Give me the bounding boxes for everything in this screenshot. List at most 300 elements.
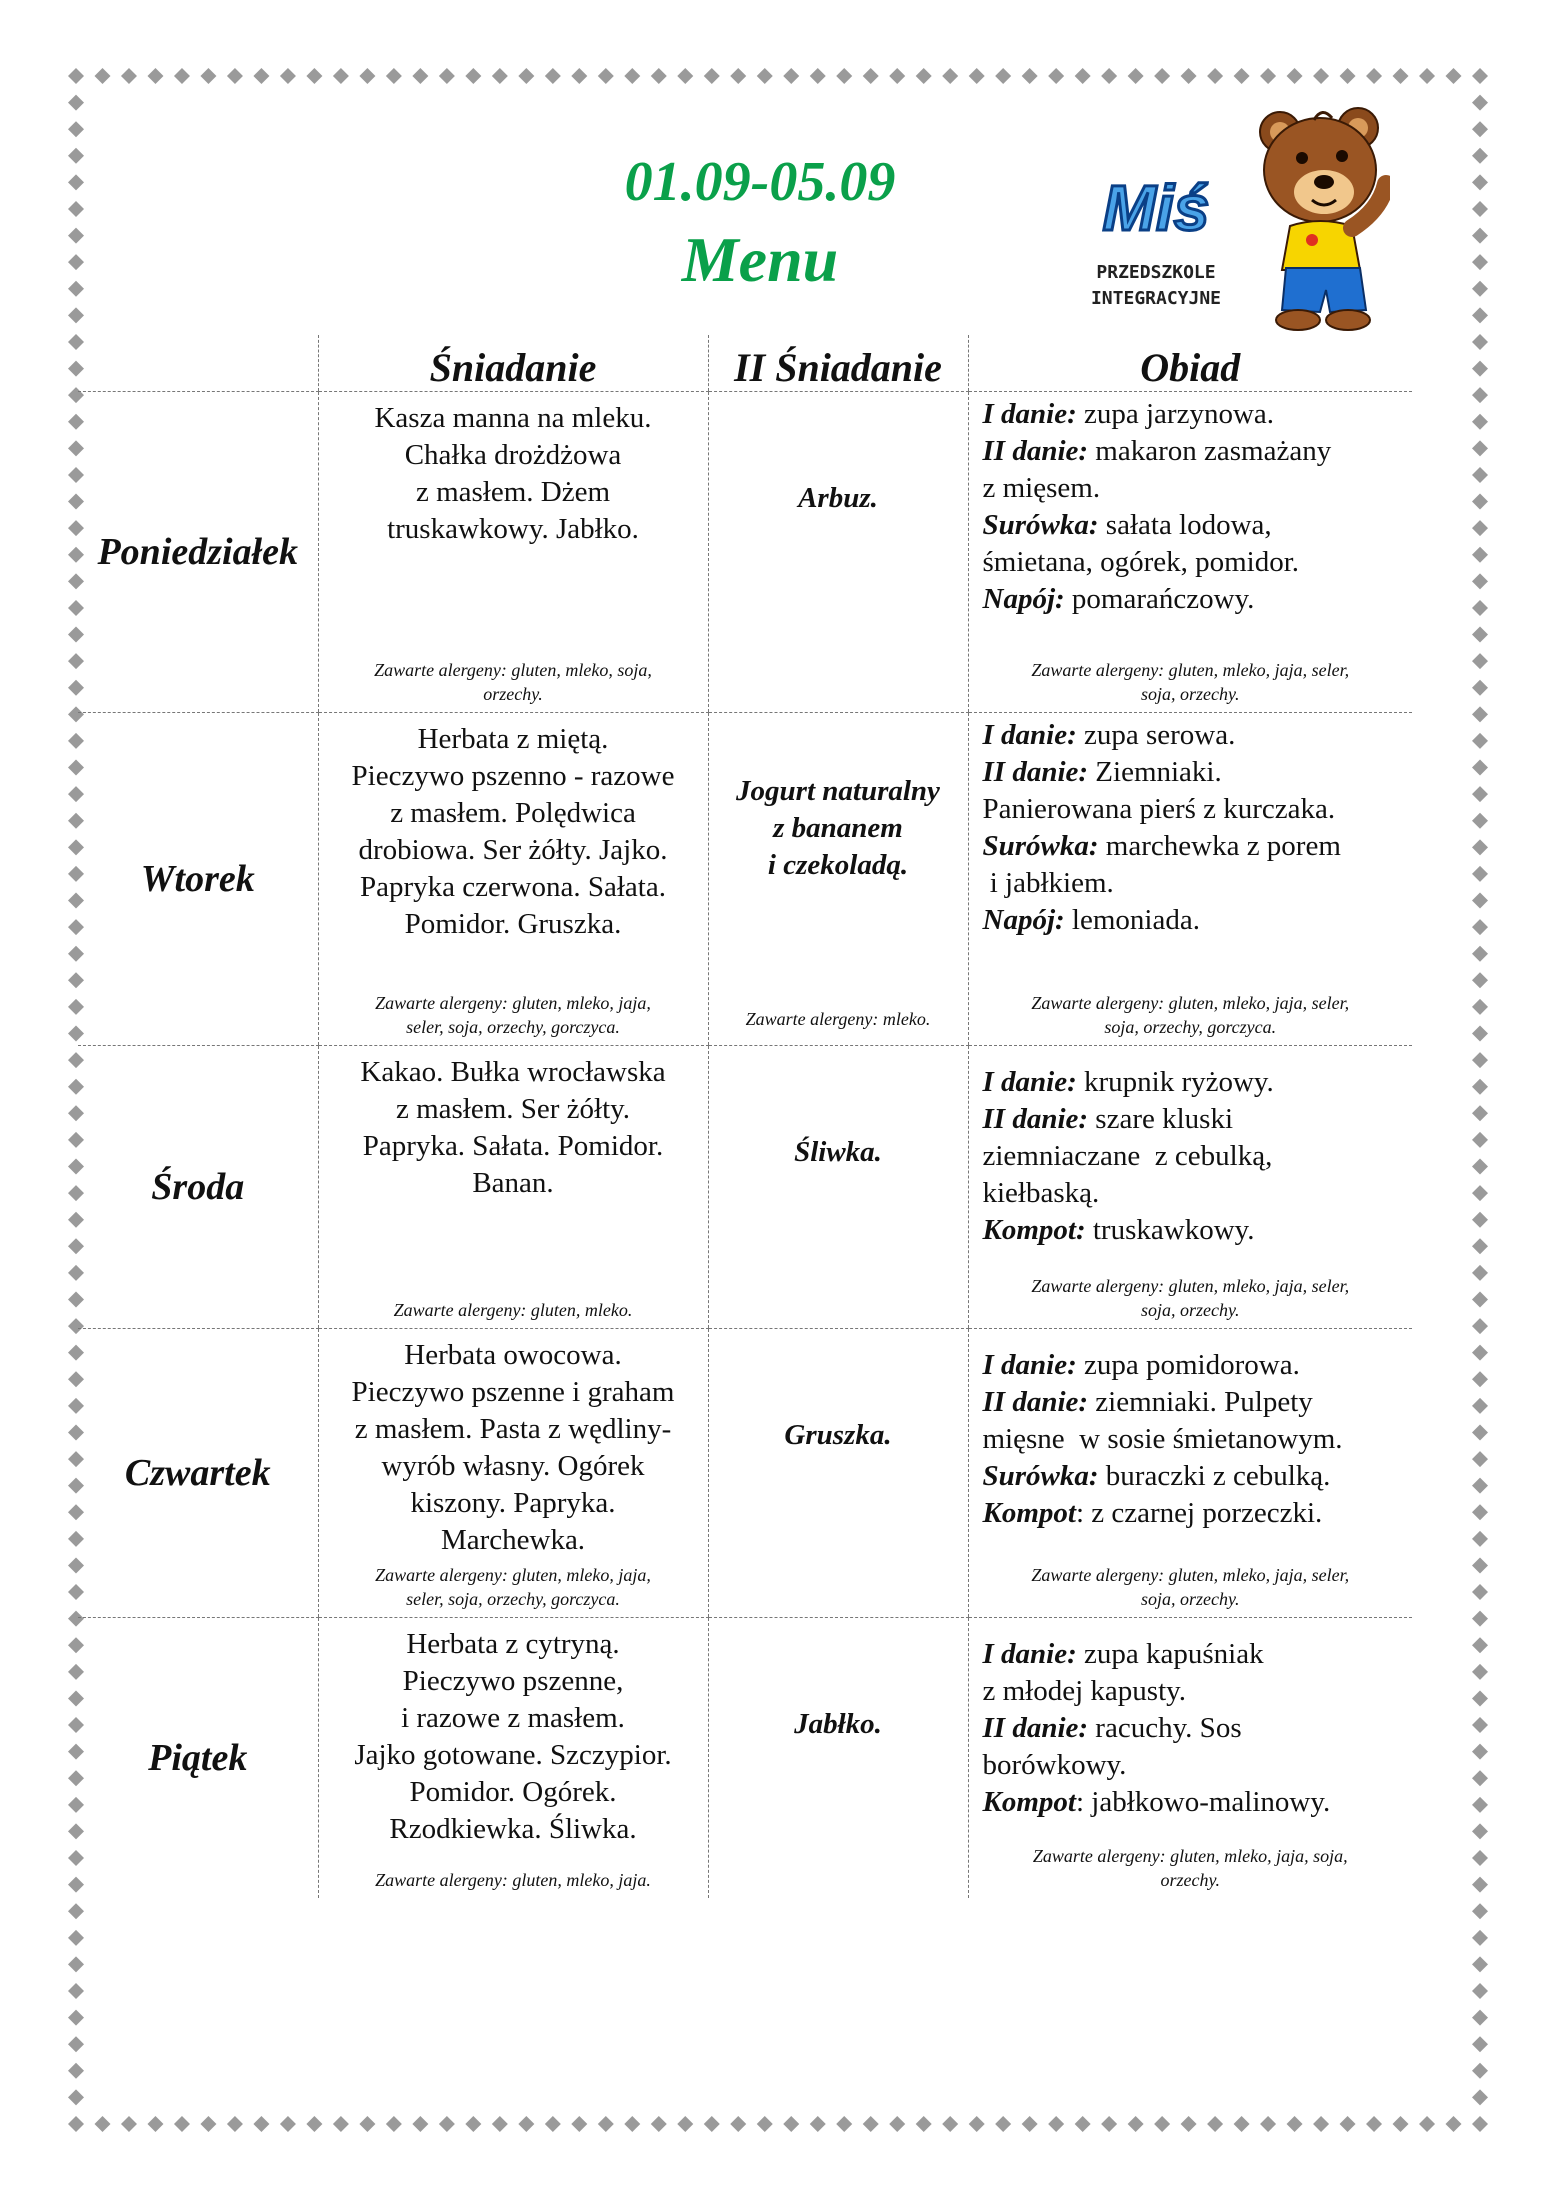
border-diamond [68, 68, 84, 84]
lunch-line [983, 1458, 1409, 1495]
border-diamond [333, 68, 349, 84]
lunch-course-label: I danie: [982, 398, 1077, 430]
lunch-course-text: i jabłkiem. [982, 867, 1114, 899]
border-diamond [730, 2116, 746, 2132]
border-diamond [1472, 1983, 1488, 1999]
border-diamond [1313, 68, 1329, 84]
breakfast-line: Kasza manna na mleku. [374, 402, 652, 434]
logo-wordmark: Miś [1102, 172, 1210, 244]
border-diamond [227, 68, 243, 84]
border-diamond [465, 68, 481, 84]
border-diamond [1340, 2116, 1356, 2132]
breakfast-line: Pieczywo pszenno - razowe [351, 760, 675, 792]
lunch-text [969, 1046, 1413, 1249]
border-diamond [1472, 919, 1488, 935]
lunch-course-text: z mięsem. [982, 472, 1101, 504]
border-diamond [836, 68, 852, 84]
breakfast-line: truskawkowy. Jabłko. [387, 513, 639, 545]
breakfast-cell [318, 713, 708, 1046]
lunch-allergens [969, 1274, 1413, 1322]
border-diamond [386, 2116, 402, 2132]
border-diamond [412, 2116, 428, 2132]
lunch-course-label: II danie: [982, 756, 1089, 788]
border-diamond [1472, 1930, 1488, 1946]
border-diamond [68, 2116, 84, 2132]
breakfast-line: Banan. [472, 1167, 554, 1199]
second-breakfast-line: Śliwka. [794, 1136, 882, 1168]
border-diamond [757, 68, 773, 84]
border-diamond [863, 68, 879, 84]
border-diamond [677, 2116, 693, 2132]
border-diamond [1472, 148, 1488, 164]
breakfast-line: z masłem. Ser żółty. [395, 1093, 631, 1125]
table-row [78, 713, 1412, 1046]
border-diamond [1472, 254, 1488, 270]
breakfast-allergens [319, 1563, 708, 1611]
border-diamond [1472, 1318, 1488, 1334]
lunch-line [983, 1384, 1409, 1421]
lunch-line [983, 1347, 1409, 1384]
lunch-allergens [969, 1844, 1413, 1892]
breakfast-text [319, 1329, 708, 1559]
breakfast-line: z masłem. Dżem [415, 476, 611, 508]
allergen-line: Zawarte alergeny: gluten, mleko, jaja, [375, 1565, 651, 1585]
column-header-second-breakfast: II Śniadanie [708, 335, 968, 392]
lunch-line [983, 544, 1409, 581]
border-diamond [253, 68, 269, 84]
day-name: Czwartek [78, 1329, 318, 1618]
border-diamond [1472, 1371, 1488, 1387]
border-diamond [1393, 68, 1409, 84]
border-diamond [1472, 1744, 1488, 1760]
border-diamond [1101, 68, 1117, 84]
border-diamond [598, 68, 614, 84]
lunch-course-text: kiełbaską. [982, 1177, 1100, 1209]
border-diamond [624, 2116, 640, 2132]
breakfast-line: Marchewka. [440, 1524, 586, 1556]
lunch-course-text: zupa serowa. [1076, 719, 1236, 751]
border-diamond [1472, 2116, 1488, 2132]
border-diamond [306, 68, 322, 84]
border-diamond [1472, 307, 1488, 323]
lunch-course-label: I danie: [982, 719, 1077, 751]
border-diamond [1260, 2116, 1276, 2132]
lunch-cell [968, 1046, 1412, 1329]
lunch-text [969, 713, 1413, 939]
lunch-course-label: II danie: [982, 1386, 1089, 1418]
border-diamond [68, 121, 84, 137]
breakfast-allergens [319, 658, 708, 706]
border-diamond [757, 2116, 773, 2132]
border-diamond [1472, 1238, 1488, 1254]
border-diamond [1472, 1345, 1488, 1361]
breakfast-line: Chałka drożdżowa [404, 439, 622, 471]
border-diamond [1472, 893, 1488, 909]
lunch-course-text: ziemniaczane z cebulką, [982, 1140, 1273, 1172]
lunch-line [983, 1138, 1409, 1175]
weekly-menu-table [78, 335, 1412, 1898]
allergen-line: Zawarte alergeny: gluten, mleko. [393, 1300, 633, 1320]
lunch-course-text: ziemniaki. Pulpety [1088, 1386, 1313, 1418]
border-diamond [1446, 68, 1462, 84]
border-diamond [386, 68, 402, 84]
lunch-course-label: II danie: [982, 1103, 1089, 1135]
border-diamond [889, 2116, 905, 2132]
second-breakfast-line: z bananem [773, 812, 903, 844]
border-diamond [518, 2116, 534, 2132]
border-diamond [68, 281, 84, 297]
border-diamond [1472, 440, 1488, 456]
border-diamond [1472, 334, 1488, 350]
preschool-logo [1090, 100, 1390, 332]
border-diamond [863, 2116, 879, 2132]
border-diamond [1472, 1956, 1488, 1972]
border-diamond [121, 68, 137, 84]
border-diamond [359, 2116, 375, 2132]
border-diamond [1472, 281, 1488, 297]
border-diamond [1048, 68, 1064, 84]
border-diamond [1472, 1611, 1488, 1627]
border-diamond [1260, 68, 1276, 84]
lunch-line [983, 1212, 1409, 1249]
border-diamond [68, 2089, 84, 2105]
border-diamond [1207, 2116, 1223, 2132]
lunch-line [983, 717, 1409, 754]
border-diamond [1472, 1903, 1488, 1919]
lunch-line [983, 1064, 1409, 1101]
border-diamond [1101, 2116, 1117, 2132]
border-diamond [68, 1956, 84, 1972]
border-diamond [1472, 1717, 1488, 1733]
lunch-course-text: Ziemniaki. [1088, 756, 1222, 788]
border-diamond [68, 254, 84, 270]
lunch-line [983, 1101, 1409, 1138]
border-diamond [280, 2116, 296, 2132]
lunch-cell [968, 1618, 1412, 1899]
border-diamond [969, 68, 985, 84]
border-diamond [1472, 1770, 1488, 1786]
border-diamond [1472, 1185, 1488, 1201]
second-breakfast-cell [708, 1618, 968, 1899]
border-diamond [1472, 494, 1488, 510]
lunch-line [983, 1784, 1409, 1821]
border-diamond [1472, 1079, 1488, 1095]
border-diamond [68, 2010, 84, 2026]
lunch-line [983, 1710, 1409, 1747]
column-header-breakfast: Śniadanie [318, 335, 708, 392]
breakfast-text [319, 1618, 708, 1848]
breakfast-line: Herbata z miętą. [417, 723, 609, 755]
border-diamond [1472, 1398, 1488, 1414]
logo-line-1: PRZEDSZKOLE [1096, 262, 1216, 283]
second-breakfast-line: Arbuz. [798, 482, 878, 514]
breakfast-line: Pomidor. Gruszka. [404, 908, 622, 940]
border-diamond [1446, 2116, 1462, 2132]
breakfast-line: Herbata z cytryną. [406, 1628, 620, 1660]
lunch-course-text: buraczki z cebulką. [1098, 1460, 1331, 1492]
border-diamond [1472, 1531, 1488, 1547]
border-diamond [1419, 68, 1435, 84]
second-breakfast-line: Jogurt naturalny [736, 775, 940, 807]
border-diamond [1472, 1424, 1488, 1440]
border-diamond [1472, 1478, 1488, 1494]
second-breakfast-text [709, 392, 968, 517]
allergen-line: Zawarte alergeny: gluten, mleko, jaja, seler, [1031, 1276, 1350, 1296]
lunch-course-label: Kompot [982, 1497, 1076, 1529]
logo-line-2: INTEGRACYJNE [1090, 288, 1222, 309]
border-diamond [1472, 121, 1488, 137]
border-diamond [1472, 1291, 1488, 1307]
second-breakfast-cell [708, 1329, 968, 1618]
border-diamond [68, 1903, 84, 1919]
allergen-line: soja, orzechy. [1141, 1300, 1240, 1320]
border-diamond [439, 68, 455, 84]
border-diamond [1472, 999, 1488, 1015]
border-diamond [1366, 2116, 1382, 2132]
border-diamond [995, 2116, 1011, 2132]
border-diamond [1022, 68, 1038, 84]
border-diamond [1472, 1877, 1488, 1893]
border-diamond [1419, 2116, 1435, 2132]
border-diamond [1472, 387, 1488, 403]
border-diamond [545, 2116, 561, 2132]
border-diamond [1313, 2116, 1329, 2132]
border-diamond [465, 2116, 481, 2132]
border-diamond [1181, 2116, 1197, 2132]
lunch-cell [968, 392, 1412, 713]
allergen-line: Zawarte alergeny: gluten, mleko, jaja. [375, 1870, 651, 1890]
border-diamond [1472, 813, 1488, 829]
border-diamond [518, 68, 534, 84]
bear-mascot-icon [1260, 108, 1386, 330]
breakfast-line: drobiowa. Ser żółty. Jajko. [358, 834, 668, 866]
lunch-line [983, 754, 1409, 791]
allergen-line: Zawarte alergeny: mleko. [745, 1009, 931, 1029]
border-diamond [68, 201, 84, 217]
allergen-line: seler, soja, orzechy, gorczyca. [406, 1589, 620, 1609]
lunch-course-text: zupa pomidorowa. [1076, 1349, 1300, 1381]
breakfast-cell [318, 1046, 708, 1329]
lunch-course-label: Surówka: [982, 830, 1099, 862]
border-diamond [200, 2116, 216, 2132]
border-diamond [810, 2116, 826, 2132]
second-breakfast-text [709, 1046, 968, 1171]
lunch-text [969, 1329, 1413, 1532]
border-diamond [280, 68, 296, 84]
day-name: Środa [78, 1046, 318, 1329]
border-diamond [1472, 1504, 1488, 1520]
border-diamond [147, 2116, 163, 2132]
border-diamond [227, 2116, 243, 2132]
border-diamond [1287, 68, 1303, 84]
allergen-line: orzechy. [1160, 1870, 1220, 1890]
second-breakfast-line: Jabłko. [794, 1708, 882, 1740]
border-diamond [1472, 467, 1488, 483]
border-diamond [1472, 706, 1488, 722]
border-diamond [1207, 68, 1223, 84]
lunch-course-label: Surówka: [982, 1460, 1099, 1492]
breakfast-line: Papryka czerwona. Sałata. [360, 871, 666, 903]
border-diamond [68, 95, 84, 111]
border-diamond [1472, 839, 1488, 855]
table-row [78, 1046, 1412, 1329]
border-diamond [1472, 1664, 1488, 1680]
lunch-cell [968, 713, 1412, 1046]
border-diamond [969, 2116, 985, 2132]
border-diamond [810, 68, 826, 84]
border-diamond [121, 2116, 137, 2132]
border-diamond [1472, 866, 1488, 882]
menu-title-block [560, 145, 960, 301]
border-diamond [68, 148, 84, 164]
breakfast-line: Kakao. Bułka wrocławska [360, 1056, 666, 1088]
border-diamond [1472, 361, 1488, 377]
lunch-course-label: I danie: [982, 1066, 1077, 1098]
border-diamond [1181, 68, 1197, 84]
lunch-line [983, 1636, 1409, 1673]
lunch-line [983, 433, 1409, 470]
border-diamond [1472, 573, 1488, 589]
allergen-line: Zawarte alergeny: gluten, mleko, jaja, soja, [1032, 1846, 1348, 1866]
border-diamond [68, 2063, 84, 2079]
breakfast-allergens [319, 1868, 708, 1892]
border-diamond [1472, 414, 1488, 430]
breakfast-line: Pomidor. Ogórek. [409, 1776, 617, 1808]
border-diamond [1472, 972, 1488, 988]
second-breakfast-text [709, 1618, 968, 1743]
border-diamond [598, 2116, 614, 2132]
border-diamond [730, 68, 746, 84]
table-row [78, 1618, 1412, 1899]
border-diamond [1154, 68, 1170, 84]
lunch-line [983, 396, 1409, 433]
lunch-course-text: lemoniada. [1064, 904, 1200, 936]
lunch-course-text: sałata lodowa, [1098, 509, 1272, 541]
second-breakfast-text [709, 713, 968, 884]
border-diamond [1472, 1584, 1488, 1600]
border-diamond [1472, 1557, 1488, 1573]
border-diamond [1234, 2116, 1250, 2132]
border-diamond [783, 68, 799, 84]
border-diamond [1472, 1451, 1488, 1467]
second-breakfast-line: Gruszka. [784, 1419, 892, 1451]
allergen-line: Zawarte alergeny: gluten, mleko, jaja, [375, 993, 651, 1013]
border-diamond [1472, 520, 1488, 536]
border-diamond [333, 2116, 349, 2132]
lunch-course-text: Panierowana pierś z kurczaka. [982, 793, 1336, 825]
border-diamond [916, 68, 932, 84]
second-breakfast-line: i czekoladą. [767, 849, 909, 881]
border-diamond [677, 68, 693, 84]
border-diamond [1472, 2063, 1488, 2079]
border-diamond [1472, 1797, 1488, 1813]
second-breakfast-text [709, 1329, 968, 1454]
border-diamond [1472, 228, 1488, 244]
border-diamond [174, 2116, 190, 2132]
lunch-course-text: borówkowy. [982, 1749, 1127, 1781]
border-diamond [68, 307, 84, 323]
border-diamond [1472, 1052, 1488, 1068]
border-diamond [942, 2116, 958, 2132]
lunch-course-text: pomarańczowy. [1064, 583, 1255, 615]
lunch-course-text: mięsne w sosie śmietanowym. [982, 1423, 1343, 1455]
lunch-course-text: krupnik ryżowy. [1076, 1066, 1274, 1098]
breakfast-line: z masłem. Polędwica [390, 797, 636, 829]
lunch-course-text: zupa jarzynowa. [1076, 398, 1275, 430]
lunch-course-text: marchewka z porem [1098, 830, 1341, 862]
breakfast-line: Jajko gotowane. Szczypior. [354, 1739, 672, 1771]
border-diamond [1472, 2036, 1488, 2052]
border-diamond [1472, 2089, 1488, 2105]
border-diamond [253, 2116, 269, 2132]
breakfast-allergens [319, 991, 708, 1039]
breakfast-line: kiszony. Papryka. [410, 1487, 616, 1519]
border-diamond [783, 2116, 799, 2132]
second-breakfast-allergens [709, 1007, 968, 1031]
table-row [78, 392, 1412, 713]
border-diamond [1128, 68, 1144, 84]
border-diamond [1472, 1265, 1488, 1281]
allergen-line: Zawarte alergeny: gluten, mleko, jaja, seler, [1031, 660, 1350, 680]
border-diamond [942, 68, 958, 84]
lunch-course-label: II danie: [982, 435, 1089, 467]
allergen-line: seler, soja, orzechy, gorczyca. [406, 1017, 620, 1037]
border-diamond [916, 2116, 932, 2132]
border-diamond [1472, 1850, 1488, 1866]
border-diamond [889, 68, 905, 84]
border-diamond [1154, 2116, 1170, 2132]
allergen-line: orzechy. [483, 684, 543, 704]
lunch-line [983, 791, 1409, 828]
border-diamond [412, 68, 428, 84]
border-diamond [571, 68, 587, 84]
border-diamond [1472, 680, 1488, 696]
border-diamond [1472, 786, 1488, 802]
border-diamond [68, 2036, 84, 2052]
lunch-line [983, 1495, 1409, 1532]
border-diamond [1472, 1823, 1488, 1839]
table-row [78, 1329, 1412, 1618]
border-diamond [1472, 1158, 1488, 1174]
border-diamond [1472, 68, 1488, 84]
allergen-line: soja, orzechy. [1141, 1589, 1240, 1609]
border-diamond [1472, 174, 1488, 190]
border-diamond [306, 2116, 322, 2132]
lunch-line [983, 581, 1409, 618]
lunch-line [983, 470, 1409, 507]
lunch-line [983, 1175, 1409, 1212]
border-diamond [651, 68, 667, 84]
lunch-line [983, 507, 1409, 544]
border-diamond [1075, 68, 1091, 84]
lunch-course-text: truskawkowy. [1085, 1214, 1255, 1246]
breakfast-text [319, 392, 708, 548]
second-breakfast-cell [708, 713, 968, 1046]
lunch-course-label: Napój: [982, 904, 1065, 936]
breakfast-text [319, 713, 708, 943]
border-diamond [1472, 1132, 1488, 1148]
border-diamond [1472, 1637, 1488, 1653]
breakfast-line: wyrób własny. Ogórek [381, 1450, 645, 1482]
allergen-line: Zawarte alergeny: gluten, mleko, soja, [374, 660, 652, 680]
breakfast-cell [318, 1329, 708, 1618]
lunch-course-label: I danie: [982, 1349, 1077, 1381]
border-diamond [1340, 68, 1356, 84]
lunch-course-label: Kompot [982, 1786, 1076, 1818]
border-diamond [1472, 653, 1488, 669]
lunch-course-label: Surówka: [982, 509, 1099, 541]
lunch-course-text: śmietana, ogórek, pomidor. [982, 546, 1300, 578]
